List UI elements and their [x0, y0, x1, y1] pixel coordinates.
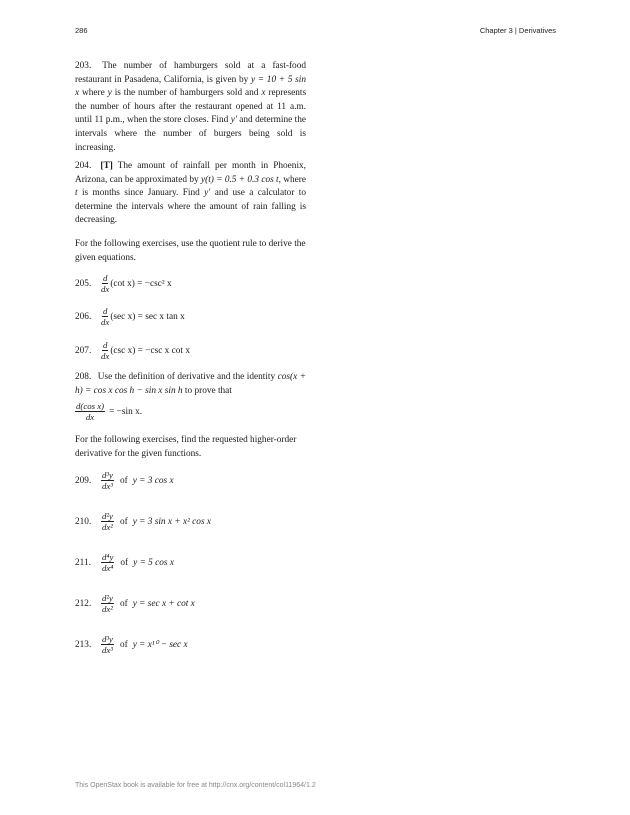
function: y = 3 sin x + x² cos x	[132, 516, 212, 527]
problem-number: 209.	[75, 475, 92, 486]
problem-207	[75, 340, 190, 361]
fraction	[101, 273, 109, 294]
problem-number: 210.	[75, 516, 92, 527]
equation: (csc x) = −csc x cot x	[110, 345, 190, 356]
tech-tag: [T]	[100, 161, 113, 171]
section-intro: For the following exercises, find the requested higher-order derivative for the given functions.	[75, 435, 297, 459]
frac-numerator: d²y	[102, 593, 113, 603]
section-intro: For the following exercises, use the quotient rule to derive the given equations.	[75, 239, 306, 263]
equation: = −sin x.	[109, 406, 143, 417]
frac-denominator: dx³	[102, 481, 113, 491]
problem-text: to prove that	[184, 385, 232, 396]
problem-number: 212.	[75, 598, 92, 609]
problem-text: The amount of rainfall per month in Phoenix, Arizona, can be approximated by	[75, 161, 307, 185]
page-number: 286	[75, 26, 88, 35]
fraction	[75, 401, 105, 422]
identity: cos(x + h) = cos x cos h − sin x sin h	[75, 372, 307, 396]
problem-208	[75, 371, 306, 398]
problem-text: Use the definition of derivative and the identity	[97, 372, 276, 382]
of-text: of	[120, 557, 129, 568]
problem-text: and use a calculator to determine the intervals where the amount of rain falling is decreasing.	[75, 188, 307, 226]
frac-numerator: d(cos x)	[76, 401, 105, 411]
fraction	[101, 470, 114, 491]
function: y = sec x + cot x	[132, 598, 195, 609]
of-text: of	[119, 475, 128, 486]
function: y = x¹⁰ − sec x	[132, 640, 188, 650]
problem-number: 205.	[75, 278, 92, 289]
problem-text: The number of hamburgers sold at a fast-food restaurant in Pasadena, California, is given by	[75, 61, 307, 85]
frac-denominator: dx²	[102, 522, 113, 532]
problem-number: 207.	[75, 345, 92, 356]
problem-212	[75, 593, 195, 614]
frac-numerator: d³y	[102, 634, 113, 644]
problem-213	[75, 634, 188, 655]
equation: y = 10 + 5 sin x	[75, 74, 306, 99]
problem-number: 211.	[75, 557, 91, 568]
problem-text: where	[82, 88, 105, 99]
fraction	[101, 593, 114, 614]
fraction	[101, 634, 114, 655]
equation: (sec x) = sec x tan x	[110, 311, 185, 322]
frac-numerator: d	[102, 306, 108, 316]
variable: x	[261, 88, 266, 99]
variable: y	[107, 88, 112, 99]
problem-209	[75, 470, 174, 491]
frac-numerator: d²y	[102, 511, 113, 521]
frac-denominator: dx	[85, 412, 95, 422]
frac-denominator: dx	[101, 317, 110, 327]
problem-number: 204.	[75, 161, 92, 171]
derivative: y′	[230, 115, 237, 126]
frac-denominator: dx⁴	[102, 563, 114, 573]
problem-210	[75, 511, 211, 532]
frac-numerator: d	[102, 273, 108, 283]
problem-text: is the number of hamburgers sold and	[114, 88, 259, 99]
problem-text: where	[283, 174, 306, 185]
problem-text: is months since January. Find	[81, 188, 200, 199]
fraction	[101, 306, 109, 327]
frac-numerator: d³y	[102, 470, 113, 480]
problem-number: 206.	[75, 311, 92, 322]
problem-number: 213.	[75, 639, 92, 650]
problem-203	[75, 60, 306, 155]
fraction	[101, 552, 114, 573]
frac-denominator: dx	[101, 284, 110, 294]
derivative: y′	[204, 188, 211, 199]
problem-208-result	[75, 401, 142, 422]
problem-205	[75, 273, 172, 294]
problem-text: and determine the intervals where the number of burgers being sold is increasing.	[75, 115, 307, 153]
of-text: of	[119, 639, 128, 650]
frac-denominator: dx²	[102, 604, 113, 614]
chapter-title: Chapter 3 | Derivatives	[479, 26, 556, 35]
of-text: of	[119, 516, 128, 527]
problem-number: 208.	[75, 372, 92, 382]
function: y = 3 cos x	[132, 475, 174, 486]
problem-number: 203.	[75, 61, 92, 71]
variable: t	[75, 188, 78, 199]
problem-211	[75, 552, 174, 573]
footer-link[interactable]: This OpenStax book is available for free at http://cnx.org/content/col11964/1.2	[75, 782, 316, 789]
frac-denominator: dx³	[102, 645, 113, 655]
equation: (cot x) = −csc² x	[110, 278, 172, 289]
function: y = 5 cos x	[133, 557, 174, 568]
frac-numerator: d	[102, 340, 108, 350]
fraction	[101, 511, 114, 532]
frac-numerator: d⁴y	[102, 552, 114, 562]
problem-204	[75, 160, 306, 228]
problem-text: represents the number of hours after the restaurant opened at 11 a.m. until 11 p.m., when the store closes. Find	[75, 88, 307, 126]
equation: y(t) = 0.5 + 0.3 cos t,	[201, 174, 281, 185]
of-text: of	[119, 598, 128, 609]
frac-denominator: dx	[101, 351, 110, 361]
fraction	[101, 340, 109, 361]
problem-206	[75, 306, 185, 327]
